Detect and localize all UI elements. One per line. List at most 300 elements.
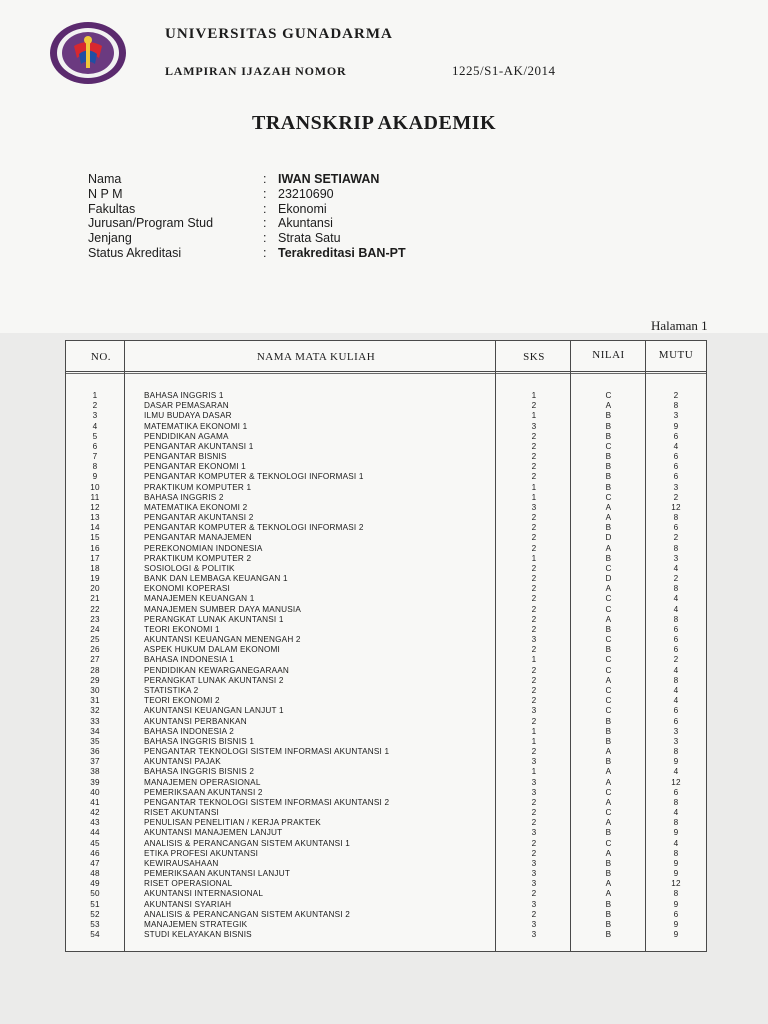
cell-sks: 3 (531, 919, 537, 929)
cell-name: AKUNTANSI INTERNASIONAL (144, 889, 264, 899)
table-row (66, 696, 706, 706)
page-number: Halaman 1 (651, 318, 708, 333)
student-faculty: Ekonomi (278, 201, 327, 216)
cell-sks: 3 (531, 421, 537, 431)
cell-nilai: A (605, 879, 612, 889)
cell-nilai: C (605, 563, 612, 573)
table-row (66, 747, 706, 757)
cell-mutu: 8 (673, 747, 679, 757)
table-row (66, 462, 706, 472)
cell-mutu: 4 (673, 838, 679, 848)
cell-name: BAHASA INDONESIA 2 (144, 726, 235, 736)
cell-mutu: 4 (673, 696, 679, 706)
cell-no: 2 (92, 401, 98, 411)
cell-nilai: C (605, 492, 612, 502)
cell-nilai: C (605, 391, 612, 400)
cell-sks: 2 (531, 533, 537, 543)
cell-mutu: 4 (673, 665, 679, 675)
cell-nilai: B (605, 431, 612, 441)
table-row (66, 706, 706, 716)
cell-sks: 2 (531, 696, 537, 706)
header-sks: SKS (523, 351, 545, 363)
cell-sks: 2 (531, 574, 537, 584)
header-mutu: MUTU (658, 349, 694, 361)
cell-no: 37 (90, 757, 100, 767)
cell-no: 15 (90, 533, 100, 543)
accreditation-status: Terakreditasi BAN-PT (278, 245, 406, 260)
cell-nilai: B (605, 462, 612, 472)
identity-label: Status Akreditasi (88, 245, 182, 260)
cell-name: SOSIOLOGI & POLITIK (144, 563, 235, 573)
table-row (66, 676, 706, 686)
table-row (66, 920, 706, 930)
cell-name: AKUNTANSI SYARIAH (144, 899, 232, 909)
cell-name: BAHASA INGGRIS BISNIS 2 (144, 767, 255, 777)
cell-sks: 2 (531, 624, 537, 634)
cell-mutu: 2 (673, 533, 679, 543)
table-row (66, 533, 706, 543)
cell-name: PERANGKAT LUNAK AKUNTANSI 1 (144, 614, 284, 624)
cell-sks: 2 (531, 797, 537, 807)
cell-sks: 2 (531, 513, 537, 523)
cell-sks: 3 (531, 635, 537, 645)
cell-no: 1 (92, 391, 98, 400)
cell-name: PEMERIKSAAN AKUNTANSI 2 (144, 787, 263, 797)
cell-mutu: 8 (673, 401, 679, 411)
cell-name: PENDIDIKAN AGAMA (144, 431, 229, 441)
table-row (66, 513, 706, 523)
cell-mutu: 6 (673, 431, 679, 441)
cell-sks: 3 (531, 869, 537, 879)
table-row (66, 727, 706, 737)
table-row (66, 472, 706, 482)
cell-nilai: A (605, 767, 612, 777)
cell-nilai: A (605, 584, 612, 594)
cell-sks: 3 (531, 828, 537, 838)
header-course-name: NAMA MATA KULIAH (256, 351, 376, 363)
table-row (66, 391, 706, 401)
table-row (66, 798, 706, 808)
cell-sks: 1 (531, 553, 537, 563)
table-row (66, 828, 706, 838)
cell-nilai: C (605, 808, 612, 818)
cell-nilai: B (605, 899, 612, 909)
cell-nilai: C (605, 787, 612, 797)
cell-no: 3 (92, 411, 98, 421)
cell-sks: 2 (531, 563, 537, 573)
cell-nilai: C (605, 838, 612, 848)
cell-no: 25 (90, 635, 100, 645)
cell-nilai: B (605, 828, 612, 838)
cell-name: TEORI EKONOMI 1 (144, 624, 220, 634)
cell-nilai: C (605, 604, 612, 614)
cell-mutu: 8 (673, 584, 679, 594)
table-row (66, 686, 706, 696)
cell-name: STATISTIKA 2 (144, 685, 199, 695)
cell-sks: 2 (531, 808, 537, 818)
cell-mutu: 3 (673, 553, 679, 563)
cell-nilai: C (605, 655, 612, 665)
cell-mutu: 8 (673, 614, 679, 624)
cell-no: 30 (90, 685, 100, 695)
cell-no: 36 (90, 747, 100, 757)
cell-no: 53 (90, 919, 100, 929)
cell-nilai: D (605, 574, 612, 584)
cell-name: TEORI EKONOMI 2 (144, 696, 220, 706)
cell-mutu: 6 (673, 706, 679, 716)
cell-no: 52 (90, 909, 100, 919)
cell-name: AKUNTANSI PAJAK (144, 757, 221, 767)
cell-mutu: 8 (673, 818, 679, 828)
cell-mutu: 9 (673, 757, 679, 767)
cell-no: 31 (90, 696, 100, 706)
cell-no: 38 (90, 767, 100, 777)
cell-mutu: 4 (673, 441, 679, 451)
cell-nilai: B (605, 919, 612, 929)
cell-sks: 2 (531, 604, 537, 614)
table-row (66, 594, 706, 604)
cell-name: MANAJEMEN KEUANGAN 1 (144, 594, 255, 604)
cell-nilai: A (605, 675, 612, 685)
table-row (66, 432, 706, 442)
cell-nilai: D (605, 533, 612, 543)
table-row (66, 635, 706, 645)
cell-no: 13 (90, 513, 100, 523)
cell-name: RISET OPERASIONAL (144, 879, 233, 889)
cell-sks: 2 (531, 472, 537, 482)
cell-name: MATEMATIKA EKONOMI 2 (144, 502, 248, 512)
document-title: TRANSKRIP AKADEMIK (252, 112, 497, 134)
cell-name: PENGANTAR EKONOMI 1 (144, 462, 246, 472)
cell-mutu: 6 (673, 472, 679, 482)
cell-mutu: 3 (673, 736, 679, 746)
table-row (66, 523, 706, 533)
cell-name: PERANGKAT LUNAK AKUNTANSI 2 (144, 675, 284, 685)
cell-mutu: 3 (673, 726, 679, 736)
cell-nilai: A (605, 502, 612, 512)
cell-name: EKONOMI KOPERASI (144, 584, 231, 594)
cell-no: 7 (92, 452, 98, 462)
table-row (66, 422, 706, 432)
cell-sks: 3 (531, 757, 537, 767)
cell-sks: 1 (531, 411, 537, 421)
cell-nilai: B (605, 716, 612, 726)
cell-sks: 2 (531, 645, 537, 655)
cell-mutu: 4 (673, 808, 679, 818)
cell-no: 43 (90, 818, 100, 828)
cell-nilai: C (605, 635, 612, 645)
cell-mutu: 6 (673, 624, 679, 634)
cell-no: 51 (90, 899, 100, 909)
cell-nilai: A (605, 513, 612, 523)
cell-mutu: 9 (673, 930, 679, 940)
cell-mutu: 6 (673, 787, 679, 797)
table-row (66, 544, 706, 554)
cell-no: 39 (90, 777, 100, 787)
cell-sks: 2 (531, 452, 537, 462)
cell-name: AKUNTANSI KEUANGAN LANJUT 1 (144, 706, 284, 716)
cell-sks: 2 (531, 523, 537, 533)
cell-name: PEREKONOMIAN INDONESIA (144, 543, 263, 553)
cell-nilai: A (605, 889, 612, 899)
cell-name: PENGANTAR TEKNOLOGI SISTEM INFORMASI AKUNTANSI 2 (144, 797, 390, 807)
cell-sks: 3 (531, 777, 537, 787)
cell-sks: 2 (531, 818, 537, 828)
cell-no: 34 (90, 726, 100, 736)
cell-no: 11 (90, 492, 100, 502)
cell-mutu: 3 (673, 411, 679, 421)
cell-mutu: 8 (673, 513, 679, 523)
cell-name: BAHASA INGGRIS BISNIS 1 (144, 736, 255, 746)
cell-name: MANAJEMEN STRATEGIK (144, 919, 248, 929)
table-row (66, 554, 706, 564)
cell-nilai: B (605, 869, 612, 879)
cell-name: PENGANTAR BISNIS (144, 452, 227, 462)
cell-nilai: B (605, 553, 612, 563)
cell-sks: 2 (531, 584, 537, 594)
cell-mutu: 2 (673, 574, 679, 584)
cell-nilai: A (605, 848, 612, 858)
cell-no: 19 (90, 574, 100, 584)
cell-mutu: 8 (673, 889, 679, 899)
cell-mutu: 8 (673, 848, 679, 858)
cell-no: 8 (92, 462, 98, 472)
header-no: NO. (90, 351, 112, 363)
cell-no: 6 (92, 441, 98, 451)
table-row (66, 849, 706, 859)
cell-sks: 2 (531, 614, 537, 624)
cell-sks: 3 (531, 858, 537, 868)
identity-label: N P M (88, 186, 123, 201)
cell-no: 40 (90, 787, 100, 797)
cell-sks: 2 (531, 889, 537, 899)
cell-name: PRAKTIKUM KOMPUTER 2 (144, 553, 252, 563)
cell-mutu: 12 (671, 502, 681, 512)
table-row (66, 564, 706, 574)
cell-name: PENGANTAR KOMPUTER & TEKNOLOGI INFORMASI 2 (144, 523, 364, 533)
cell-mutu: 6 (673, 635, 679, 645)
cell-mutu: 4 (673, 594, 679, 604)
table-row (66, 930, 706, 940)
cell-sks: 2 (531, 716, 537, 726)
cell-name: MANAJEMEN OPERASIONAL (144, 777, 261, 787)
cell-mutu: 9 (673, 421, 679, 431)
cell-name: ILMU BUDAYA DASAR (144, 411, 232, 421)
ijazah-number: 1225/S1-AK/2014 (452, 63, 556, 78)
header-divider (66, 373, 706, 374)
cell-sks: 2 (531, 665, 537, 675)
table-row (66, 879, 706, 889)
cell-no: 12 (90, 502, 100, 512)
cell-nilai: B (605, 736, 612, 746)
cell-nilai: B (605, 909, 612, 919)
cell-sks: 2 (531, 543, 537, 553)
cell-no: 24 (90, 624, 100, 634)
cell-nilai: B (605, 421, 612, 431)
table-row (66, 493, 706, 503)
cell-sks: 1 (531, 655, 537, 665)
cell-no: 22 (90, 604, 100, 614)
table-row (66, 767, 706, 777)
cell-mutu: 4 (673, 563, 679, 573)
table-row (66, 442, 706, 452)
table-row (66, 778, 706, 788)
cell-name: PENGANTAR TEKNOLOGI SISTEM INFORMASI AKUNTANSI 1 (144, 747, 390, 757)
cell-name: PENGANTAR AKUNTANSI 2 (144, 513, 254, 523)
cell-sks: 2 (531, 747, 537, 757)
cell-name: KEWIRAUSAHAAN (144, 858, 219, 868)
cell-mutu: 9 (673, 828, 679, 838)
cell-sks: 2 (531, 401, 537, 411)
cell-name: ANALISIS & PERANCANGAN SISTEM AKUNTANSI 1 (144, 838, 350, 848)
cell-nilai: C (605, 665, 612, 675)
cell-mutu: 6 (673, 452, 679, 462)
cell-mutu: 2 (673, 391, 679, 400)
cell-nilai: A (605, 777, 612, 787)
cell-nilai: A (605, 614, 612, 624)
cell-sks: 3 (531, 879, 537, 889)
table-row (66, 584, 706, 594)
cell-mutu: 4 (673, 604, 679, 614)
cell-name: BANK DAN LEMBAGA KEUANGAN 1 (144, 574, 288, 584)
cell-nilai: B (605, 930, 612, 940)
cell-nilai: B (605, 726, 612, 736)
cell-no: 16 (90, 543, 100, 553)
cell-no: 50 (90, 889, 100, 899)
cell-nilai: B (605, 472, 612, 482)
cell-name: DASAR PEMASARAN (144, 401, 229, 411)
table-row (66, 737, 706, 747)
cell-no: 9 (92, 472, 98, 482)
student-npm: 23210690 (278, 186, 334, 201)
cell-mutu: 3 (673, 482, 679, 492)
cell-no: 14 (90, 523, 100, 533)
cell-no: 33 (90, 716, 100, 726)
table-row (66, 645, 706, 655)
cell-name: AKUNTANSI KEUANGAN MENENGAH 2 (144, 635, 301, 645)
cell-sks: 2 (531, 909, 537, 919)
cell-mutu: 6 (673, 462, 679, 472)
cell-mutu: 6 (673, 645, 679, 655)
cell-mutu: 6 (673, 909, 679, 919)
table-row (66, 818, 706, 828)
cell-name: PENULISAN PENELITIAN / KERJA PRAKTEK (144, 818, 321, 828)
identity-label: Fakultas (88, 201, 136, 216)
cell-name: MANAJEMEN SUMBER DAYA MANUSIA (144, 604, 301, 614)
header-nilai: NILAI (592, 349, 625, 361)
cell-nilai: A (605, 401, 612, 411)
table-row (66, 788, 706, 798)
cell-name: MATEMATIKA EKONOMI 1 (144, 421, 248, 431)
cell-no: 48 (90, 869, 100, 879)
table-row (66, 889, 706, 899)
table-row (66, 839, 706, 849)
cell-no: 20 (90, 584, 100, 594)
cell-sks: 1 (531, 736, 537, 746)
cell-sks: 2 (531, 685, 537, 695)
cell-sks: 3 (531, 930, 537, 940)
cell-nilai: B (605, 523, 612, 533)
cell-name: STUDI KELAYAKAN BISNIS (144, 930, 252, 940)
cell-no: 10 (90, 482, 100, 492)
cell-mutu: 9 (673, 858, 679, 868)
table-row (66, 411, 706, 421)
student-level: Strata Satu (278, 231, 341, 246)
cell-mutu: 9 (673, 899, 679, 909)
cell-mutu: 12 (671, 777, 681, 787)
student-name: IWAN SETIAWAN (278, 172, 380, 186)
cell-nilai: B (605, 645, 612, 655)
cell-mutu: 2 (673, 492, 679, 502)
table-row (66, 503, 706, 513)
cell-mutu: 4 (673, 685, 679, 695)
cell-mutu: 8 (673, 543, 679, 553)
table-row (66, 625, 706, 635)
table-row (66, 869, 706, 879)
cell-no: 46 (90, 848, 100, 858)
cell-sks: 1 (531, 482, 537, 492)
cell-name: PENDIDIKAN KEWARGANEGARAAN (144, 665, 290, 675)
cell-mutu: 6 (673, 523, 679, 533)
table-row (66, 615, 706, 625)
cell-name: ETIKA PROFESI AKUNTANSI (144, 848, 259, 858)
table-header (66, 341, 706, 372)
cell-sks: 2 (531, 675, 537, 685)
cell-nilai: C (605, 594, 612, 604)
cell-name: PENGANTAR AKUNTANSI 1 (144, 441, 254, 451)
cell-mutu: 2 (673, 655, 679, 665)
cell-no: 23 (90, 614, 100, 624)
cell-nilai: C (605, 706, 612, 716)
cell-nilai: C (605, 685, 612, 695)
cell-name: PENGANTAR MANAJEMEN (144, 533, 252, 543)
lampiran-label: LAMPIRAN IJAZAH NOMOR (165, 64, 347, 78)
cell-sks: 2 (531, 594, 537, 604)
cell-nilai: B (605, 757, 612, 767)
cell-nilai: A (605, 543, 612, 553)
university-name: UNIVERSITAS GUNADARMA (165, 26, 393, 42)
cell-sks: 2 (531, 462, 537, 472)
identity-label: Jenjang (88, 231, 132, 246)
table-row (66, 574, 706, 584)
cell-no: 29 (90, 675, 100, 685)
cell-no: 26 (90, 645, 100, 655)
cell-name: BAHASA INGGRIS 1 (144, 391, 224, 400)
cell-no: 17 (90, 553, 100, 563)
cell-no: 47 (90, 858, 100, 868)
table-row (66, 483, 706, 493)
table-row (66, 757, 706, 767)
cell-no: 54 (90, 930, 100, 940)
cell-no: 44 (90, 828, 100, 838)
student-major: Akuntansi (278, 216, 333, 231)
cell-no: 4 (92, 421, 98, 431)
cell-no: 42 (90, 808, 100, 818)
cell-sks: 1 (531, 391, 537, 400)
cell-name: ASPEK HUKUM DALAM EKONOMI (144, 645, 281, 655)
cell-no: 45 (90, 838, 100, 848)
cell-nilai: B (605, 452, 612, 462)
table-row (66, 655, 706, 665)
grades-table (65, 340, 707, 952)
cell-nilai: A (605, 818, 612, 828)
table-row (66, 859, 706, 869)
cell-sks: 2 (531, 838, 537, 848)
cell-no: 32 (90, 706, 100, 716)
document-page: UNIVERSITAS GUNADARMA LAMPIRAN IJAZAH NOMOR 1225/S1-AK/2014 TRANSKRIP AKADEMIK Nama : IWAN SETIAWAN N P M : 23210690 Fakultas : Ekonomi Jurusan/Program Stud : Akuntansi Jenjang : Strata Satu Status Akreditasi : Terakreditasi BAN-PT Halaman 1 NO. NAMA MATA KULIAH SKS NILAI MUTU 1 BAHASA INGGRIS 1 1 C 2 2 DASAR PEMASARAN 2 A 8 3 ILMU BUDAYA DASAR 1 B 3 4 MATEMATIKA EKONOMI 1 3 B 9 5 PENDIDIKAN AGAMA 2 B 6 6 PENGANTAR AKUNTANSI 1 2 C 4 7 PENGANTAR BISNIS 2 B 6 8 PENGANTAR EKONOMI 1 2 B 6 9 PENGANTAR KOMPUTER & TEKNOLOGI INFORMASI 1 2 B 6 10 PRAKTIKUM KOMPUTER 1 1 B 3 11 BAHASA INGGRIS 2 1 C 2 12 MATEMATIKA EKONOMI 2 3 A 12 13 PENGANTAR AKUNTANSI 2 2 A 8 14 PENGANTAR KOMPUTER & TEKNOLOGI INFORMASI 2 2 B 6 15 PENGANTAR MANAJEMEN 2 D 2 16 PEREKONOMIAN INDONESIA 2 A 8 17 PRAKTIKUM KOMPUTER 2 1 B 3 18 SOSIOLOGI & POLITIK 2 C 4 19 BANK DAN LEMBAGA KEUANGAN 1 2 D 2 20 EKONOMI KOPERASI 2 A 8 21 MANAJEMEN KEUANGAN 1 2 C 4 22 MANAJEMEN SUMBER DAYA MANUSIA 2 C 4 23 PERANGKAT LUNAK AKUNTANSI 1 2 A 8 24 TEORI EKONOMI 1 2 B 6 25 AKUNTANSI KEUANGAN MENENGAH 2 3 C 6 26 ASPEK HUKUM DALAM EKONOMI 2 B 6 27 BAHASA INDONESIA 1 1 C 2 28 PENDIDIKAN KEWARGANEGARAAN 2 C 4 29 PERANGKAT LUNAK AKUNTANSI 2 2 A 8 30 STATISTIKA 2 2 C 4 31 TEORI EKONOMI 2 2 C 4 32 AKUNTANSI KEUANGAN LANJUT 1 3 C 6 33 AKUNTANSI PERBANKAN 2 B 6 34 BAHASA INDONESIA 2 1 B 3 35 BAHASA INGGRIS BISNIS 1 1 B 3 36 PENGANTAR TEKNOLOGI SISTEM INFORMASI AKUNTANSI 1 2 A 8 37 AKUNTANSI PAJAK 3 B 9 38 BAHASA INGGRIS BISNIS 2 1 A 4 39 MANAJEMEN OPERASIONAL 3 A 12 40 PEMERIKSAAN AKUNTANSI 2 3 C 6 41 PENGANTAR TEKNOLOGI SISTEM INFORMASI AKUNTANSI 2 2 A 8 42 RISET AKUNTANSI 2 C 4 43 PENULISAN PENELITIAN / KERJA PRAKTEK 2 A 8 44 AKUNTANSI MANAJEMEN LANJUT 3 B 9 45 ANALISIS & PERANCANGAN SISTEM AKUNTANSI 1 2 C 4 46 ETIKA PROFESI AKUNTANSI 2 A 8 47 KEWIRAUSAHAAN 3 B 9 48 PEMERIKSAAN AKUNTANSI LANJUT 3 B 9 49 RISET OPERASIONAL 3 A 12 50 AKUNTANSI INTERNASIONAL 2 A 8 51 AKUNTANSI SYARIAH 3 B 9 52 ANALISIS & PERANCANGAN SISTEM AKUNTANSI 2 2 B 6 53 MANAJEMEN STRATEGIK 3 B 9 54 STUDI KELAYAKAN BISNIS 3 B 9 (0, 0, 768, 1024)
table-row (66, 717, 706, 727)
cell-sks: 2 (531, 848, 537, 858)
